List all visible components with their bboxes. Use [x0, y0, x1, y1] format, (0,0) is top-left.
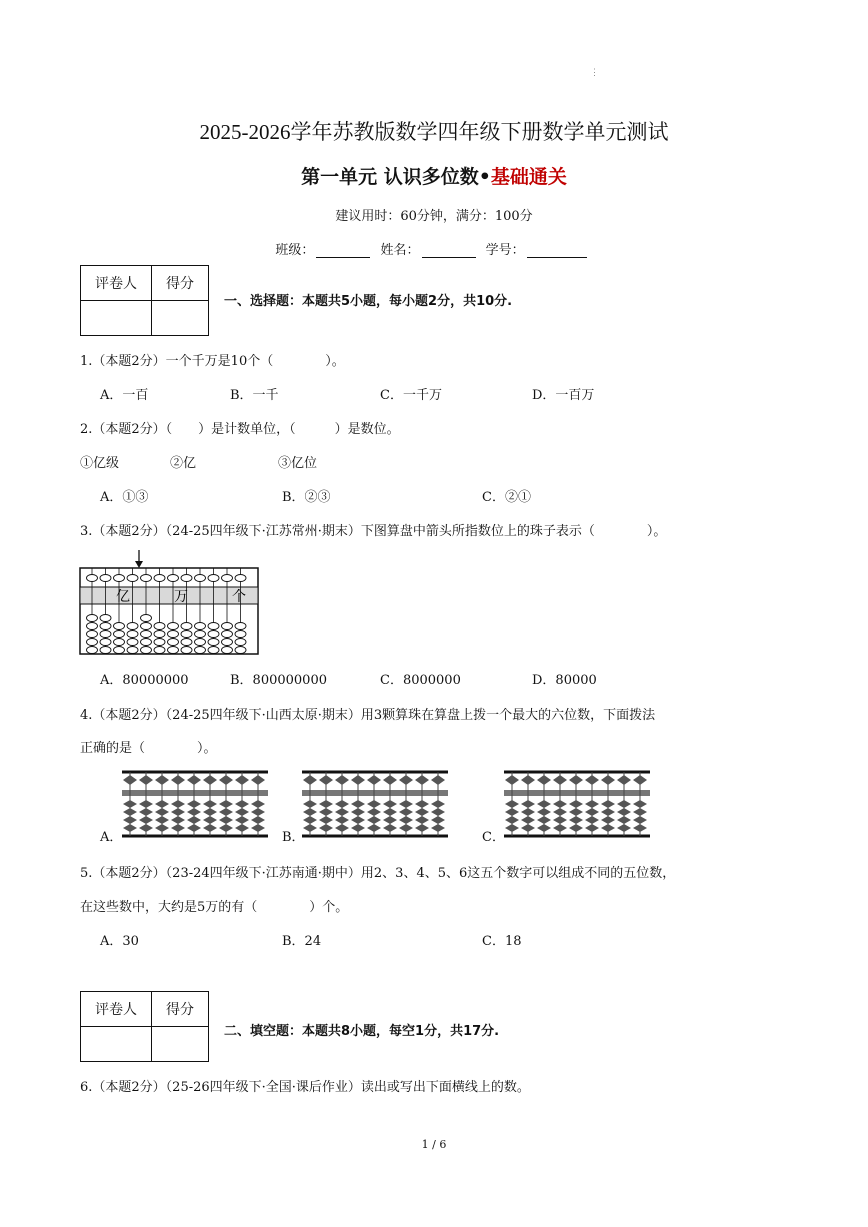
- abacus-beam: [122, 790, 268, 796]
- abacus-bead: [139, 800, 153, 808]
- abacus-bead: [127, 647, 138, 654]
- abacus-bead: [633, 775, 647, 785]
- abacus-bead: [114, 631, 125, 638]
- score-header: 得分: [152, 266, 209, 301]
- abacus-bead: [303, 775, 317, 785]
- abacus-bead: [601, 808, 615, 816]
- abacus-bead: [367, 808, 381, 816]
- abacus-bead: [537, 775, 551, 785]
- abacus-bead: [141, 615, 152, 622]
- abacus-bead: [155, 824, 169, 832]
- abacus-bead: [601, 800, 615, 808]
- name-blank[interactable]: [422, 243, 476, 258]
- abacus-bead: [195, 647, 206, 654]
- abacus-bead: [415, 775, 429, 785]
- abacus-bead: [139, 808, 153, 816]
- abacus-bead: [219, 800, 233, 808]
- abacus-bead: [617, 816, 631, 824]
- abacus-bead: [219, 816, 233, 824]
- abacus-bead: [303, 800, 317, 808]
- abacus-bead: [100, 631, 111, 638]
- abacus-bead: [208, 631, 219, 638]
- abacus-bead: [222, 575, 233, 582]
- abacus-bead: [155, 775, 169, 785]
- abacus-bead: [222, 631, 233, 638]
- page-number: 1 / 6: [421, 1138, 447, 1151]
- abacus-bead: [155, 800, 169, 808]
- abacus-bead: [168, 575, 179, 582]
- abacus-bead: [505, 800, 519, 808]
- abacus-bead: [87, 615, 98, 622]
- abacus-bead: [601, 824, 615, 832]
- abacus-bead: [100, 575, 111, 582]
- score-header: 得分: [152, 992, 209, 1027]
- abacus-bead: [431, 824, 445, 832]
- abacus-bead: [383, 824, 397, 832]
- abacus-bead: [617, 808, 631, 816]
- abacus-bead: [521, 824, 535, 832]
- q4-option-b[interactable]: B．: [282, 830, 305, 845]
- abacus-bead: [139, 816, 153, 824]
- abacus-bead: [351, 775, 365, 785]
- q1-option-c[interactable]: C．一千万: [380, 388, 442, 403]
- abacus-bead: [367, 824, 381, 832]
- abacus-bead: [251, 800, 265, 808]
- abacus-bead: [367, 816, 381, 824]
- abacus-bead: [168, 647, 179, 654]
- arrow-icon: [135, 550, 143, 568]
- abacus-bead: [415, 816, 429, 824]
- abacus-bead: [335, 808, 349, 816]
- number-label: 学号：: [485, 243, 525, 258]
- abacus-bead: [601, 775, 615, 785]
- abacus-bead: [585, 808, 599, 816]
- q3-option-d[interactable]: D．80000: [532, 673, 597, 688]
- abacus-bead: [537, 816, 551, 824]
- q2-item-1: ①亿级: [80, 456, 120, 471]
- abacus-bead: [251, 816, 265, 824]
- abacus-bead: [505, 775, 519, 785]
- abacus-bead: [235, 808, 249, 816]
- abacus-bead: [87, 623, 98, 630]
- abacus-bead: [633, 816, 647, 824]
- abacus-bead: [319, 808, 333, 816]
- grader-cell[interactable]: [81, 301, 152, 336]
- abacus-bead: [87, 575, 98, 582]
- abacus-bead: [399, 824, 413, 832]
- abacus-bead: [195, 639, 206, 646]
- abacus-bead: [168, 623, 179, 630]
- abacus-bead: [222, 639, 233, 646]
- abacus-bead: [235, 647, 246, 654]
- abacus-bead: [383, 816, 397, 824]
- question-4-stem-line2: 正确的是（ ）。: [80, 741, 217, 756]
- abacus-beam: [504, 790, 650, 796]
- q4-abacus-b[interactable]: [302, 770, 448, 838]
- abacus-bead: [168, 639, 179, 646]
- abacus-bead: [127, 631, 138, 638]
- question-6-stem: 6.（本题2分）（25-26四年级下·全国·课后作业）读出或写出下面横线上的数。: [80, 1080, 530, 1095]
- abacus-bead: [383, 775, 397, 785]
- abacus-bead: [617, 800, 631, 808]
- q2-option-c[interactable]: C．②①: [482, 490, 531, 505]
- abacus-bead: [399, 808, 413, 816]
- abacus-bead: [123, 800, 137, 808]
- abacus-bead: [100, 647, 111, 654]
- abacus-bead: [319, 800, 333, 808]
- abacus-bead: [154, 575, 165, 582]
- abacus-bead: [383, 800, 397, 808]
- q2-item-3: ③亿位: [278, 456, 318, 471]
- abacus-bead: [553, 800, 567, 808]
- question-1-stem: 1.（本题2分）一个千万是10个（ ）。: [80, 354, 345, 369]
- abacus-bead: [171, 808, 185, 816]
- abacus-bead: [114, 623, 125, 630]
- corner-mark: ⋮: [590, 68, 599, 78]
- abacus-figure: [78, 548, 262, 658]
- abacus-bead: [235, 639, 246, 646]
- abacus-bead: [208, 639, 219, 646]
- abacus-bead: [553, 816, 567, 824]
- question-3-stem: 3.（本题2分）（24-25四年级下·江苏常州·期末）下图算盘中箭头所指数位上的珠子表示（ ）。: [80, 524, 667, 539]
- abacus-bead: [351, 800, 365, 808]
- abacus-bead: [569, 775, 583, 785]
- abacus-bead: [415, 808, 429, 816]
- section-2-title: 二、填空题：本题共8小题，每空1分，共17分.: [224, 1024, 500, 1039]
- abacus-bead: [87, 647, 98, 654]
- q1-option-d[interactable]: D．一百万: [532, 388, 595, 403]
- abacus-bead: [303, 816, 317, 824]
- abacus-bead: [222, 623, 233, 630]
- abacus-beam: [302, 790, 448, 796]
- abacus-bead: [187, 808, 201, 816]
- q3-option-a[interactable]: A．80000000: [100, 673, 189, 688]
- abacus-bead: [537, 808, 551, 816]
- abacus-bead: [187, 816, 201, 824]
- abacus-bead: [521, 808, 535, 816]
- abacus-bead: [303, 808, 317, 816]
- score-cell[interactable]: [152, 301, 209, 336]
- abacus-bead: [367, 800, 381, 808]
- subtitle-main: 第一单元 认识多位数•: [301, 166, 491, 188]
- abacus-bead: [171, 816, 185, 824]
- abacus-bead: [569, 816, 583, 824]
- abacus-bead: [154, 639, 165, 646]
- abacus-bead: [203, 775, 217, 785]
- abacus-bead: [195, 623, 206, 630]
- abacus-bead: [141, 647, 152, 654]
- q3-option-b[interactable]: B．800000000: [230, 673, 327, 688]
- abacus-bead: [141, 575, 152, 582]
- grader-header: 评卷人: [81, 266, 152, 301]
- abacus-bead: [335, 816, 349, 824]
- class-label: 班级：: [275, 243, 315, 258]
- number-blank[interactable]: [527, 243, 587, 258]
- abacus-bead: [87, 631, 98, 638]
- abacus-bead: [203, 800, 217, 808]
- abacus-bead: [319, 816, 333, 824]
- abacus-bead: [431, 775, 445, 785]
- abacus-bead: [553, 808, 567, 816]
- abacus-bead: [127, 623, 138, 630]
- score-table-1: [80, 265, 209, 336]
- abacus-bead: [319, 824, 333, 832]
- abacus-bead: [569, 800, 583, 808]
- abacus-bead: [585, 824, 599, 832]
- abacus-bead: [123, 816, 137, 824]
- abacus-bead: [431, 808, 445, 816]
- q3-option-c[interactable]: C．8000000: [380, 673, 461, 688]
- q4-abacus-a[interactable]: [122, 770, 268, 838]
- abacus-bead: [114, 639, 125, 646]
- abacus-bead: [399, 800, 413, 808]
- abacus-bead: [222, 647, 233, 654]
- abacus-bead: [114, 575, 125, 582]
- abacus-bead: [399, 775, 413, 785]
- abacus-bead: [351, 808, 365, 816]
- abacus-bead: [633, 800, 647, 808]
- abacus-bead: [585, 816, 599, 824]
- abacus-bead: [553, 824, 567, 832]
- abacus-bead: [505, 824, 519, 832]
- abacus-bead: [171, 775, 185, 785]
- abacus-bead: [219, 808, 233, 816]
- abacus-bead: [399, 816, 413, 824]
- abacus-bead: [383, 808, 397, 816]
- abacus-bead: [617, 824, 631, 832]
- question-5-stem-line2: 在这些数中，大约是5万的有（ ）个。: [80, 900, 349, 915]
- abacus-bead: [203, 808, 217, 816]
- abacus-bead: [100, 639, 111, 646]
- abacus-bead: [195, 575, 206, 582]
- question-4-stem-line1: 4.（本题2分）（24-25四年级下·山西太原·期末）用3颗算珠在算盘上拨一个最大的六位数，下面拨法: [80, 708, 656, 723]
- abacus-bead: [123, 824, 137, 832]
- abacus-bead: [154, 631, 165, 638]
- abacus-bead: [154, 647, 165, 654]
- abacus-bead: [335, 824, 349, 832]
- abacus-bead: [139, 775, 153, 785]
- score-cell[interactable]: [152, 1027, 209, 1062]
- abacus-bead: [123, 808, 137, 816]
- question-5-stem-line1: 5.（本题2分）（23-24四年级下·江苏南通·期中）用2、3、4、5、6这五个数字可以组成不同的五位数，: [80, 866, 676, 881]
- abacus-bead: [537, 800, 551, 808]
- abacus-bead: [251, 808, 265, 816]
- class-blank[interactable]: [316, 243, 370, 258]
- abacus-bead: [208, 575, 219, 582]
- abacus-bead: [367, 775, 381, 785]
- abacus-bead: [181, 575, 192, 582]
- q5-option-b[interactable]: B．24: [282, 934, 322, 949]
- time-score-info: 建议用时：60分钟，满分：100分: [335, 209, 533, 224]
- abacus-bead: [171, 800, 185, 808]
- abacus-bead: [585, 775, 599, 785]
- abacus-bead: [351, 816, 365, 824]
- abacus-bead: [208, 647, 219, 654]
- abacus-bead: [601, 816, 615, 824]
- subtitle-highlight: 基础通关: [490, 166, 567, 188]
- abacus-bead: [155, 816, 169, 824]
- abacus-bead: [203, 816, 217, 824]
- abacus-bead: [505, 816, 519, 824]
- abacus-bead: [569, 808, 583, 816]
- q4-abacus-c[interactable]: [504, 770, 650, 838]
- abacus-bead: [235, 824, 249, 832]
- abacus-bead: [181, 647, 192, 654]
- name-label: 姓名：: [380, 243, 420, 258]
- abacus-bead: [141, 631, 152, 638]
- abacus-bead: [415, 824, 429, 832]
- abacus-bead: [303, 824, 317, 832]
- abacus-bead: [181, 623, 192, 630]
- abacus-bead: [351, 824, 365, 832]
- abacus-bead: [187, 775, 201, 785]
- abacus-bead: [235, 631, 246, 638]
- grader-header: 评卷人: [81, 992, 152, 1027]
- abacus-bead: [553, 775, 567, 785]
- abacus-bead: [100, 615, 111, 622]
- q5-option-c[interactable]: C．18: [482, 934, 522, 949]
- abacus-bead: [235, 816, 249, 824]
- abacus-bead: [100, 623, 111, 630]
- abacus-bead: [505, 808, 519, 816]
- abacus-bead: [235, 623, 246, 630]
- abacus-bead: [431, 816, 445, 824]
- abacus-bead: [633, 824, 647, 832]
- abacus-bead: [87, 639, 98, 646]
- abacus-bead: [235, 800, 249, 808]
- abacus-bead: [335, 800, 349, 808]
- abacus-bead: [219, 775, 233, 785]
- abacus-bead: [521, 800, 535, 808]
- page-title: 2025-2026学年苏教版数学四年级下册数学单元测试: [199, 120, 669, 144]
- abacus-bead: [187, 824, 201, 832]
- abacus-bead: [181, 639, 192, 646]
- grader-cell[interactable]: [81, 1027, 152, 1062]
- q4-option-c[interactable]: C．: [482, 830, 505, 845]
- abacus-bead: [251, 824, 265, 832]
- student-info: [0, 239, 868, 258]
- abacus-bead: [181, 631, 192, 638]
- q2-option-b[interactable]: B．②③: [282, 490, 331, 505]
- abacus-bead: [155, 808, 169, 816]
- q2-item-2: ②亿: [170, 456, 197, 471]
- abacus-bead: [187, 800, 201, 808]
- abacus-bead: [139, 824, 153, 832]
- abacus-bead: [521, 775, 535, 785]
- abacus-bead: [219, 824, 233, 832]
- q2-option-a[interactable]: A．①③: [100, 490, 149, 505]
- score-table-2: [80, 991, 209, 1062]
- q1-option-b[interactable]: B．一千: [230, 388, 279, 403]
- abacus-bead: [537, 824, 551, 832]
- abacus-bead: [251, 775, 265, 785]
- abacus-bead: [585, 800, 599, 808]
- abacus-bead: [235, 775, 249, 785]
- abacus-label-wan: 万: [174, 589, 188, 605]
- abacus-bead: [319, 775, 333, 785]
- abacus-bead: [127, 575, 138, 582]
- abacus-bead: [141, 639, 152, 646]
- abacus-bead: [195, 631, 206, 638]
- abacus-bead: [431, 800, 445, 808]
- abacus-bead: [114, 647, 125, 654]
- abacus-bead: [335, 775, 349, 785]
- abacus-bead: [569, 824, 583, 832]
- abacus-label-yi: 亿: [116, 589, 130, 605]
- abacus-bead: [123, 775, 137, 785]
- question-2-stem: 2.（本题2分）（ ）是计数单位，（ ）是数位。: [80, 422, 400, 437]
- abacus-label-ge: 个: [232, 589, 246, 605]
- page-subtitle: [0, 162, 868, 189]
- q4-option-a[interactable]: A．: [100, 830, 123, 845]
- abacus-bead: [415, 800, 429, 808]
- abacus-bead: [168, 631, 179, 638]
- abacus-bead: [235, 575, 246, 582]
- abacus-bead: [154, 623, 165, 630]
- abacus-bead: [521, 816, 535, 824]
- abacus-bead: [617, 775, 631, 785]
- abacus-bead: [203, 824, 217, 832]
- abacus-bead: [127, 639, 138, 646]
- abacus-bead: [633, 808, 647, 816]
- q5-option-a[interactable]: A．30: [100, 934, 139, 949]
- section-1-title: 一、选择题：本题共5小题，每小题2分，共10分.: [224, 294, 513, 309]
- abacus-bead: [141, 623, 152, 630]
- q1-option-a[interactable]: A．一百: [100, 388, 149, 403]
- abacus-bead: [171, 824, 185, 832]
- abacus-bead: [208, 623, 219, 630]
